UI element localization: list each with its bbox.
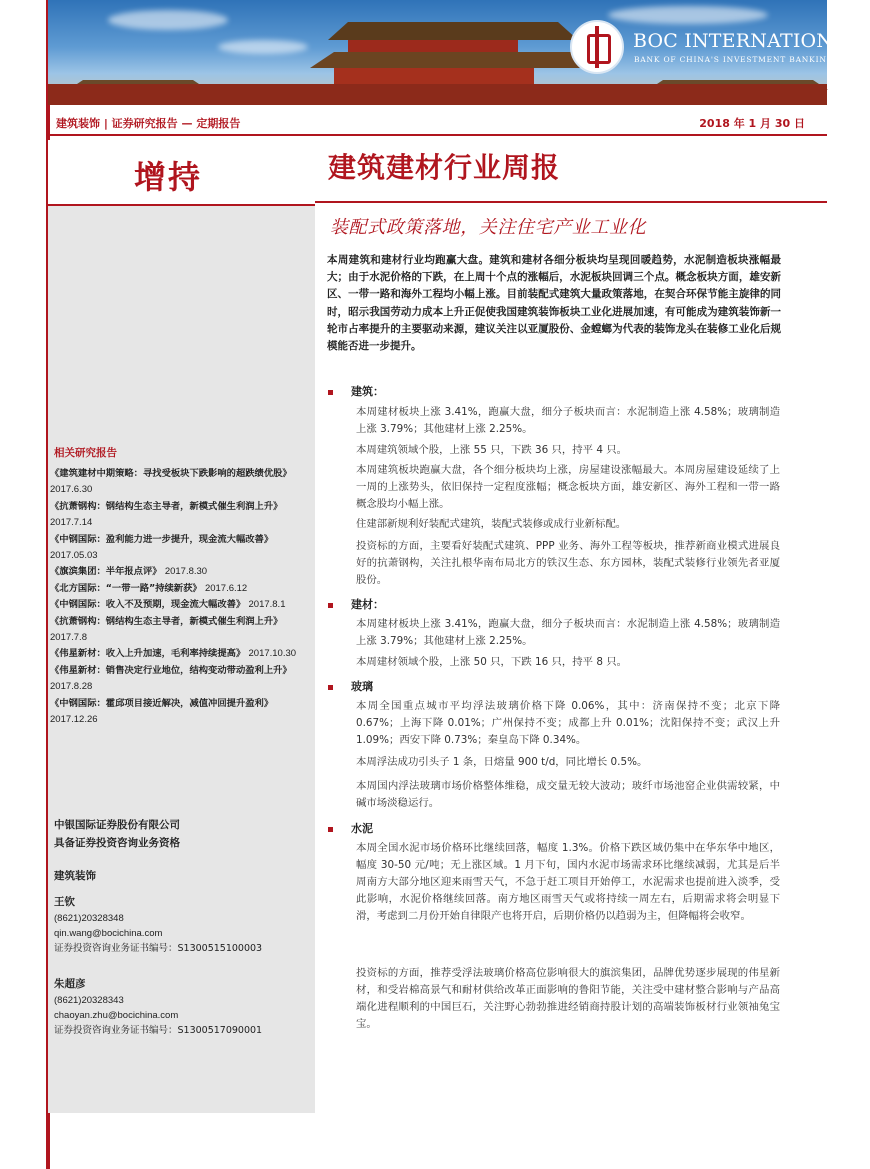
analyst-license: 证券投资咨询业务证书编号：S1300515100003	[54, 943, 263, 954]
section-paragraph: 本周全国水泥市场价格环比继续回落，幅度 1.3%。价格下跌区域仍集中在华东华中地区，幅度 30-50 元/吨；无上涨区域。1 月下旬，国内水泥市场需求环比继续减弱，尤其是后半周南方大部分地区迎来雨雪天气，不急于赶工项目开始停工，水泥需求也提前进入淡季，受此影响，水泥价格继续回落。南方地区雨雪天气或将持续一周左右，后期需求将会明显下滑，考虑到二月份开始自律限产也将开启，后期价格仍以趋弱为主，但降幅将会收窄。	[356, 842, 780, 922]
company-qualification: 具备证券投资咨询业务资格	[54, 837, 180, 849]
section-paragraph: 本周建筑领域个股，上涨 55 只，下跌 36 只，持平 4 只。	[356, 444, 628, 456]
section-heading: 建材：	[328, 596, 384, 612]
cloud	[218, 40, 308, 54]
section-paragraph: 住建部新规利好装配式建筑，装配式装修或成行业新标配。	[356, 518, 627, 530]
related-report[interactable]: 《抗萧钢构：钢结构生态主导者，新模式催生利润上升》 2017.7.8	[50, 615, 283, 644]
analyst-block	[54, 976, 262, 1038]
section-paragraph: 本周建材板块上涨 3.41%，跑赢大盘，细分子板块而言：水泥制造上涨 4.58%；玻璃制造上涨 3.79%；其他建材上涨 2.25%。	[356, 406, 780, 435]
related-report[interactable]: 《抗萧钢构：钢结构生态主导者，新模式催生利润上升》 2017.7.14	[50, 500, 283, 529]
section-paragraph: 本周浮法成功引头子 1 条，日熔量 900 t/d，同比增长 0.5%。	[356, 756, 648, 768]
section-paragraph: 本周建筑板块跑赢大盘，各个细分板块均上涨，房屋建设涨幅最大。本周房屋建设延续了上一周的上涨势头，依旧保持一定程度涨幅；概念板块方面，雄安新区、海外工程和一带一路概念股均小幅上涨。	[356, 464, 780, 510]
logo-name: BOC INTERNATIONAL	[633, 30, 860, 52]
report-title: 建筑建材行业周报	[328, 151, 561, 184]
title-rule	[315, 201, 827, 203]
related-report[interactable]: 《建筑建材中期策略：寻找受板块下跌影响的超跌绩优股》 2017.6.30	[50, 468, 292, 496]
section-heading: 水泥	[328, 820, 373, 836]
bullet-square-icon	[328, 685, 333, 690]
bullet-square-icon	[328, 827, 333, 832]
bullet-square-icon	[328, 390, 333, 395]
report-date: 2018 年 1 月 30 日	[699, 117, 805, 130]
related-report[interactable]: 《中钢国际：收入不及预期，现金流大幅改善》 2017.8.1	[50, 599, 286, 611]
palace-wall	[48, 84, 827, 105]
palace-body-upper	[348, 40, 518, 52]
analyst-email[interactable]: chaoyan.zhu@bocichina.com	[54, 1010, 179, 1021]
related-report[interactable]: 《伟星新材：收入上升加速，毛利率持续提高》 2017.10.30	[50, 648, 297, 660]
palace-roof-lower	[310, 52, 608, 68]
analyst-name: 王钦	[54, 896, 75, 908]
related-report[interactable]: 《旗滨集团：半年报点评》 2017.8.30	[50, 566, 208, 578]
report-subtitle: 装配式政策落地，关注住宅产业工业化	[330, 217, 647, 238]
analyst-block	[54, 894, 262, 956]
report-category: 建筑装饰 | 证券研究报告 — 定期报告	[56, 117, 241, 130]
sector-label: 建筑装饰	[54, 870, 96, 882]
rating-box	[48, 140, 315, 206]
rating-label: 增持	[134, 158, 203, 196]
related-report[interactable]: 《北方国际：“一带一路”持续新获》 2017.6.12	[50, 582, 248, 594]
logo-subtitle: BANK OF CHINA'S INVESTMENT BANKING GROUP	[634, 55, 870, 64]
related-reports-list	[50, 466, 314, 729]
cloud	[608, 6, 768, 24]
section-paragraph: 投资标的方面，主要看好装配式建筑、PPP 业务、海外工程等板块，推荐新商业模式进展良好的抗萧钢构，关注扎根华南布局北方的铁汉生态、东方园林，装配式装修行业领先者亚厦股份。	[356, 540, 780, 586]
sidebar	[48, 140, 315, 1113]
section-paragraph: 本周全国重点城市平均浮法玻璃价格下降 0.06%，其中：济南保持不变；北京下降 0.67%；上海下降 0.01%；广州保持不变；成都上升 0.01%；沈阳保持不变；武汉上升 1.09%；西安下降 0.73%；秦皇岛下降 0.34%。	[356, 700, 780, 746]
company-info	[54, 816, 180, 852]
boc-logo-icon	[570, 20, 624, 74]
related-report[interactable]: 《中钢国际：盈利能力进一步提升，现金流大幅改善》 2017.05.03	[50, 533, 274, 562]
company-name: 中银国际证券股份有限公司	[54, 819, 180, 831]
header-banner	[48, 0, 870, 105]
header-rule	[48, 134, 827, 136]
cloud	[108, 10, 228, 30]
section-heading: 玻璃	[328, 678, 373, 694]
summary-paragraph: 本周建筑和建材行业均跑赢大盘。建筑和建材各细分板块均呈现回暖趋势，水泥制造板块涨幅最大；由于水泥价格的下跌，在上周十个点的涨幅后，水泥板块回调三个点。概念板块方面，雄安新区、一带一路和海外工程均小幅上涨。目前装配式建筑大量政策落地，在契合环保节能主旋律的同时，昭示我国劳动力成本上升正促使我国建筑装饰板块工业化进展加速，有可能成为建筑装饰新一轮市占率提升的主要驱动来源，建议关注以亚厦股份、金螳螂为代表的装饰龙头在装修工业化后规模能否进一步提升。	[327, 254, 781, 353]
analyst-email[interactable]: qin.wang@bocichina.com	[54, 928, 163, 939]
section-paragraph: 本周建材板块上涨 3.41%，跑赢大盘，细分子板块而言：水泥制造上涨 4.58%；玻璃制造上涨 3.79%；其他建材上涨 2.25%。	[356, 618, 780, 647]
related-report[interactable]: 《伟星新材：销售决定行业地位，结构变动带动盈利上升》 2017.8.28	[50, 664, 292, 693]
analyst-license: 证券投资咨询业务证书编号：S1300517090001	[54, 1025, 263, 1036]
analyst-phone: (8621)20328343	[54, 995, 124, 1006]
palace-roof-upper	[328, 22, 578, 40]
section-paragraph: 本周建材领域个股，上涨 50 只，下跌 16 只，持平 8 只。	[356, 656, 628, 668]
bullet-square-icon	[328, 603, 333, 608]
section-paragraph: 投资标的方面，推荐受浮法玻璃价格高位影响很大的旗滨集团，品牌优势逐步展现的伟星新材，和受岩棉高景气和耐材供给改革正面影响的鲁阳节能，关注受中建材整合影响与产品高端化进程顺利的中国巨石，关注野心勃勃推进经销商持股计划的高端装饰板材行业领袖兔宝宝。	[356, 967, 780, 1030]
related-report[interactable]: 《中钢国际：霍邱项目接近解决，减值冲回提升盈利》 2017.12.26	[50, 697, 274, 726]
analyst-phone: (8621)20328348	[54, 913, 124, 924]
section-paragraph: 本周国内浮法玻璃市场价格整体维稳，成交量无较大波动；玻纤市场池窑企业供需较紧，中碱市场淡稳运行。	[356, 780, 780, 809]
analyst-name: 朱超彦	[54, 978, 86, 990]
section-heading: 建筑：	[328, 383, 384, 399]
related-reports-title: 相关研究报告	[54, 447, 117, 459]
